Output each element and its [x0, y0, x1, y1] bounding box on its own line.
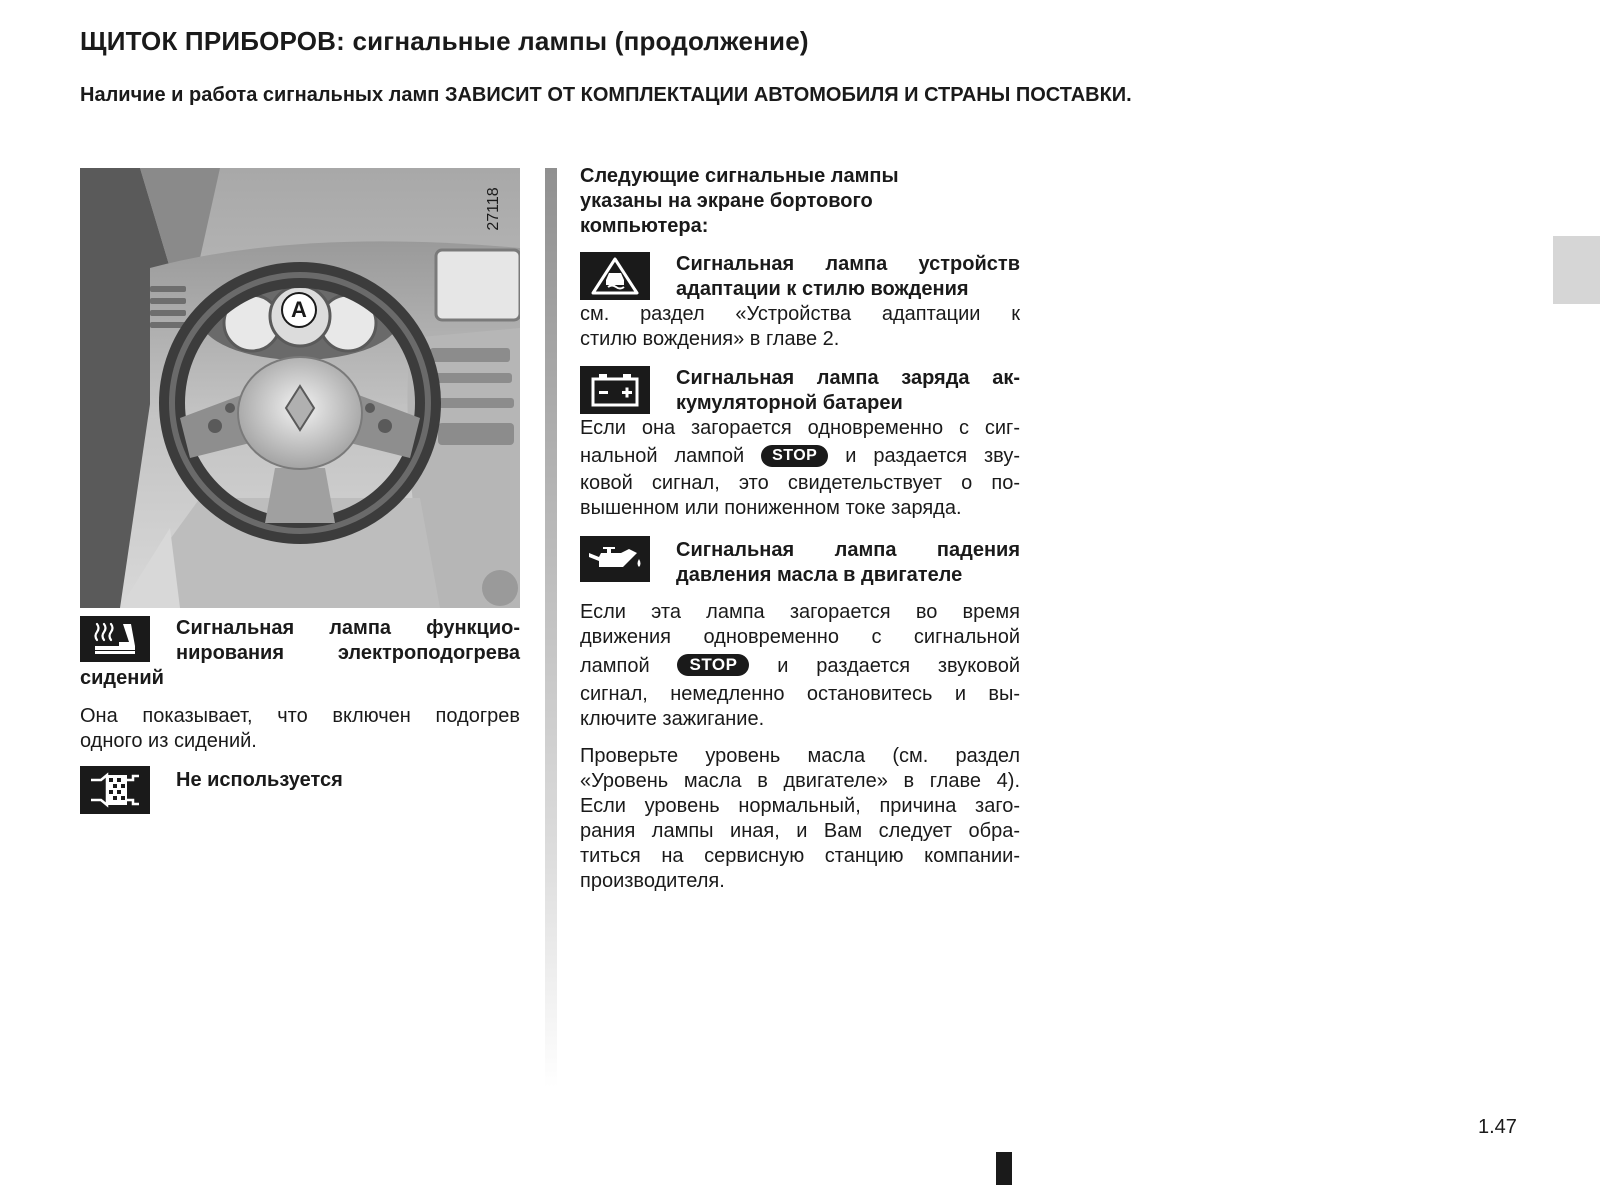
stop-badge-battery: STOP	[761, 445, 828, 467]
oil-p2-2: «Уровень масла в двигателе» в главе 4).	[580, 770, 1020, 792]
driving-style-body-1: см. раздел «Устройства адаптации к	[580, 303, 1020, 325]
stop-badge-oil: STOP	[677, 654, 749, 676]
column-divider	[545, 168, 557, 1088]
oil-p2-3: Если уровень нормальный, причина заго-	[580, 795, 1020, 817]
oil-p1-5: ключите зажигание.	[580, 708, 765, 730]
oil-p2-1: Проверьте уровень масла (см. раздел	[580, 745, 1020, 767]
driving-style-title-2: адаптации к стилю вождения	[676, 278, 969, 300]
oil-p2-4: рания лампы иная, и Вам следует обра-	[580, 820, 1020, 842]
battery-title-1: Сигнальная лампа заряда ак-	[676, 367, 1020, 389]
dashboard-photo	[80, 168, 520, 608]
seat-heating-body-2: одного из сидений.	[80, 730, 257, 752]
oil-p1-2: движения одновременно с сигнальной	[580, 626, 1020, 648]
battery-body-1: Если она загорается одновременно с сиг-	[580, 417, 1020, 439]
battery-body-2a: нальной лампой	[580, 445, 745, 467]
battery-body-3: ковой сигнал, это свидетельствует о по-	[580, 472, 1020, 494]
driving-style-title-1: Сигнальная лампа устройств	[676, 253, 1020, 275]
oil-pressure-icon	[580, 536, 650, 582]
seat-heating-title-3: сидений	[80, 667, 164, 689]
not-used-title: Не используется	[176, 769, 343, 791]
oil-title-1: Сигнальная лампа падения	[676, 539, 1020, 561]
callout-a	[281, 292, 317, 328]
page-edge-mark	[996, 1152, 1012, 1185]
oil-p1-4: сигнал, немедленно остановитесь и вы-	[580, 683, 1020, 705]
intro-line-3: компьютера:	[580, 215, 709, 237]
callout-a-label: A	[291, 297, 307, 322]
oil-p2-6: производителя.	[580, 870, 725, 892]
driving-style-warning-icon	[580, 252, 650, 300]
battery-title-2: кумуляторной батареи	[676, 392, 903, 414]
oil-title-2: давления масла в двигателе	[676, 564, 963, 586]
seat-heating-title-1: Сигнальная лампа функцио-	[176, 617, 520, 639]
oil-p2-5: титься на сервисную станцию компании-	[580, 845, 1020, 867]
particle-filter-icon	[80, 766, 150, 814]
chapter-tab	[1553, 236, 1600, 304]
battery-body-2b: и раздается зву-	[845, 445, 1021, 467]
seat-heating-title-2: нирования электроподогрева	[176, 642, 520, 664]
oil-p1-3b: и раздается звуковой	[777, 655, 1020, 677]
battery-body-4: вышенном или пониженном токе заряда.	[580, 497, 962, 519]
figure-number: 27118	[485, 187, 502, 231]
dashboard-illustration	[80, 168, 520, 608]
heated-seat-icon	[80, 616, 150, 662]
oil-p1-1: Если эта лампа загорается во время	[580, 601, 1020, 623]
intro-line-1: Следующие сигнальные лампы	[580, 165, 899, 187]
driving-style-body-2: стилю вождения» в главе 2.	[580, 328, 840, 350]
seat-heating-body-1: Она показывает, что включен подогрев	[80, 705, 520, 727]
page-subtitle: Наличие и работа сигнальных ламп ЗАВИСИТ ОТ КОМПЛЕКТАЦИИ АВТОМОБИЛЯ И СТРАНЫ ПОСТАВКИ.	[80, 84, 1132, 106]
intro-line-2: указаны на экране бортового	[580, 190, 873, 212]
page-number: 1.47	[1478, 1116, 1517, 1138]
oil-p1-3a: лампой	[580, 655, 650, 677]
battery-icon	[580, 366, 650, 414]
page-title: ЩИТОК ПРИБОРОВ: сигнальные лампы (продолжение)	[80, 26, 809, 56]
